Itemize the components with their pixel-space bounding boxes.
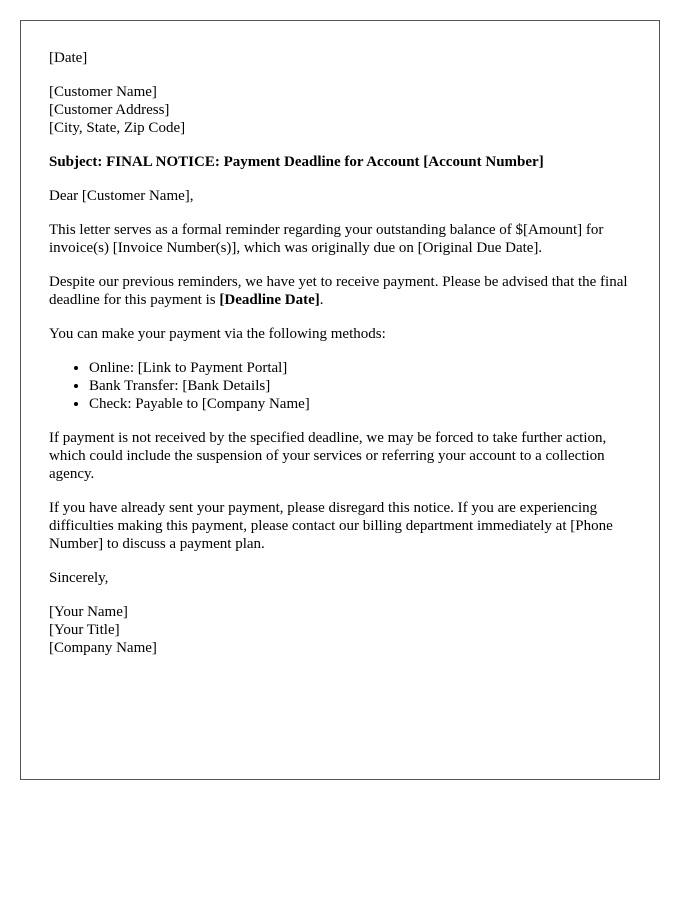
paragraph-contact: If you have already sent your payment, please disregard this notice. If you are experiencing difficulties making this payment, please contact our billing department immediately at [Phone Number] to discuss a payment plan. <box>49 500 613 552</box>
payment-methods-list <box>49 359 631 413</box>
deadline-text-after: . <box>319 292 324 308</box>
signature-company: [Company Name] <box>49 640 157 656</box>
list-item: • Online: [Link to Payment Portal] <box>89 359 631 377</box>
salutation: Dear [Customer Name], <box>49 188 194 204</box>
recipient-address-block <box>49 83 631 137</box>
payment-methods-intro: You can make your payment via the following methods: <box>49 326 386 342</box>
letter-document <box>20 20 660 780</box>
list-item: • Check: Payable to [Company Name] <box>89 395 631 413</box>
recipient-address: [Customer Address] <box>49 102 170 118</box>
closing: Sincerely, <box>49 570 109 586</box>
recipient-city-state-zip: [City, State, Zip Code] <box>49 120 186 136</box>
recipient-name: [Customer Name] <box>49 84 157 100</box>
letter-date: [Date] <box>49 50 88 66</box>
paragraph-consequences: If payment is not received by the specified deadline, we may be forced to take further action, which could include the suspension of your services or referring your account to a collection agency. <box>49 430 607 482</box>
signature-title: [Your Title] <box>49 622 120 638</box>
paragraph-final-deadline <box>49 273 631 309</box>
letter-subject: Subject: FINAL NOTICE: Payment Deadline for Account [Account Number] <box>49 154 544 170</box>
paragraph-balance-reminder: This letter serves as a formal reminder regarding your outstanding balance of $[Amount] for invoice(s) [Invoice Number(s)], which was originally due on [Original Due Date]. <box>49 222 604 256</box>
list-item: • Bank Transfer: [Bank Details] <box>89 377 631 395</box>
signature-name: [Your Name] <box>49 604 128 620</box>
deadline-date: [Deadline Date] <box>219 292 320 308</box>
signature-block <box>49 603 631 657</box>
deadline-text-before: Despite our previous reminders, we have yet to receive payment. Please be advised that the final deadline for this payment is <box>49 274 628 308</box>
